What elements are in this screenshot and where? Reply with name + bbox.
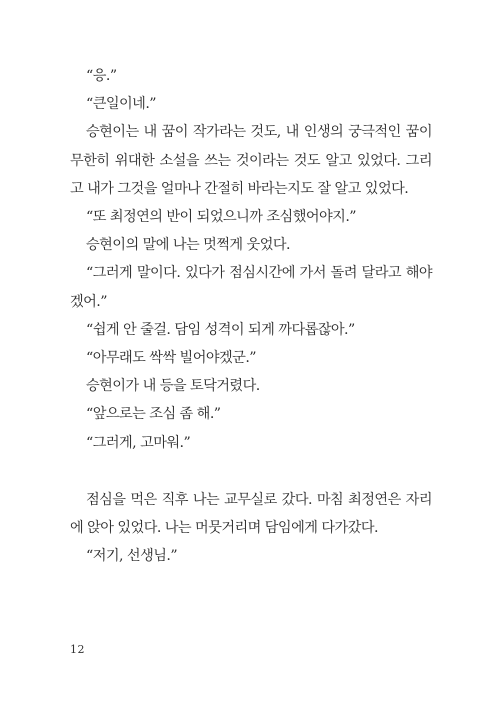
paragraph: “쉽게 안 줄걸. 담임 성격이 되게 까다롭잖아.” — [86, 321, 355, 338]
paragraph: 승현이가 내 등을 토닥거렸다. — [86, 378, 260, 395]
page-number: 12 — [70, 643, 85, 656]
section-break — [70, 457, 432, 486]
paragraph: “응.” — [86, 68, 117, 84]
paragraph: 점심을 먹은 직후 나는 교무실로 갔다. 마침 최정연은 자리에 앉아 있었다. 나는 머뭇거리며 담임에게 다가갔다. — [70, 491, 432, 537]
paragraph: “큰일이네.” — [86, 96, 156, 113]
paragraph: 승현이의 말에 나는 멋쩍게 웃었다. — [86, 237, 290, 254]
paragraph: 승현이는 내 꿈이 작가라는 것도, 내 인생의 궁극적인 꿈이 무한히 위대한 소설을 쓰는 것이라는 것도 알고 있었다. 그리고 내가 그것을 얼마나 간절히 바라는지도 잘 알고 있었다. — [70, 124, 432, 197]
paragraph: “그러게 말이다. 있다가 점심시간에 가서 돌려 달라고 해야겠어.” — [70, 265, 432, 310]
paragraph: “그러게, 고마워.” — [86, 434, 191, 451]
paragraph: “또 최정연의 반이 되었으니까 조심했어야지.” — [86, 209, 356, 226]
paragraph: “앞으로는 조심 좀 해.” — [86, 406, 221, 423]
page-body — [70, 62, 432, 570]
paragraph: “저기, 선생님.” — [86, 548, 178, 565]
paragraph: “아무래도 싹싹 빌어야겠군.” — [86, 350, 256, 367]
